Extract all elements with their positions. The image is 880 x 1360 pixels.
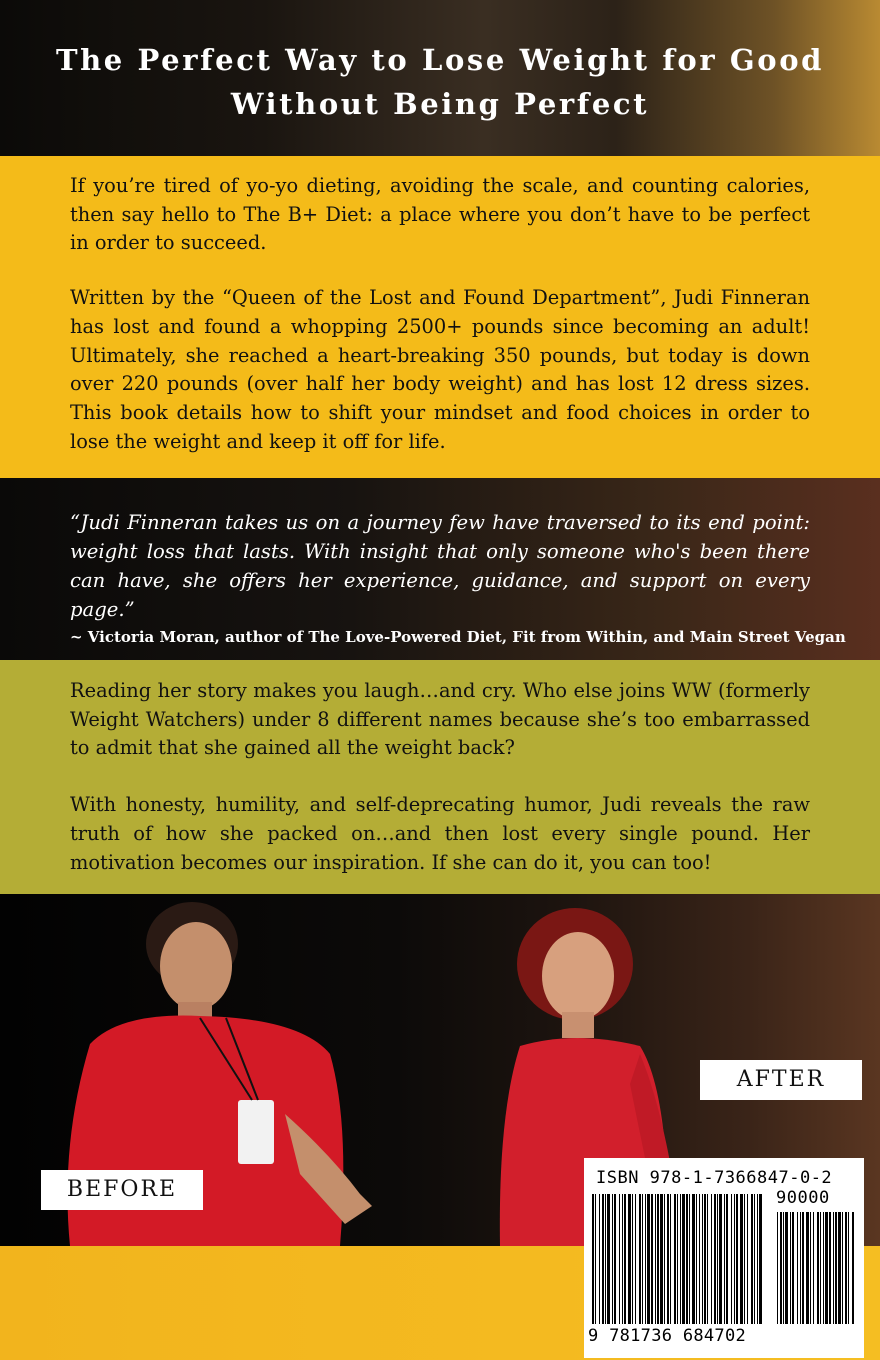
- after-label: AFTER: [700, 1060, 862, 1100]
- story-paragraph-2: With honesty, humility, and self-deprecating humor, Judi reveals the raw truth of how she packed on…and then lost every single pound. Her motivation becomes our inspiration. If she can do it, you can too!: [70, 793, 810, 874]
- story-panel: [0, 660, 880, 894]
- book-title: [0, 38, 880, 126]
- testimonial-quote: “Judi Finneran takes us on a journey few have traversed to its end point: weight loss that lasts. With insight that only someone who's been there can have, she offers her experience, guidance, and support on every page.”: [70, 511, 810, 621]
- testimonial-attribution: ~ Victoria Moran, author of The Love-Powered Diet, Fit from Within, and Main Street Vegan: [70, 628, 846, 646]
- price-code-text: 90000: [776, 1188, 830, 1208]
- intro-panel: [0, 156, 880, 478]
- before-label: BEFORE: [41, 1170, 203, 1210]
- title-line-1: The Perfect Way to Lose Weight for Good: [55, 43, 825, 77]
- intro-paragraph-1: If you’re tired of yo-yo dieting, avoiding the scale, and counting calories, then say hello to The B+ Diet: a place where you don’t have to be perfect in order to succeed.: [70, 174, 810, 255]
- testimonial-panel: [0, 478, 880, 660]
- isbn-text: ISBN 978-1-7366847-0-2: [596, 1168, 833, 1188]
- title-line-2: Without Being Perfect: [230, 87, 650, 121]
- header-band: [0, 0, 880, 156]
- story-paragraph-1: Reading her story makes you laugh…and cry. Who else joins WW (formerly Weight Watchers) under 8 different names because she’s too embarrassed to admit that she gained all the weight back?: [70, 679, 810, 760]
- barcode-digits: 9 781736 684702: [588, 1326, 747, 1346]
- isbn-barcode: [584, 1158, 864, 1358]
- intro-paragraph-2: Written by the “Queen of the Lost and Found Department”, Judi Finneran has lost and found a whopping 2500+ pounds since becoming an adult! Ultimately, she reached a heart-breaking 350 pounds, but today is down over 220 pounds (over half her body weight) and has lost 12 dress sizes. This book details how to shift your mindset and food choices in order to lose the weight and keep it off for life.: [70, 286, 810, 453]
